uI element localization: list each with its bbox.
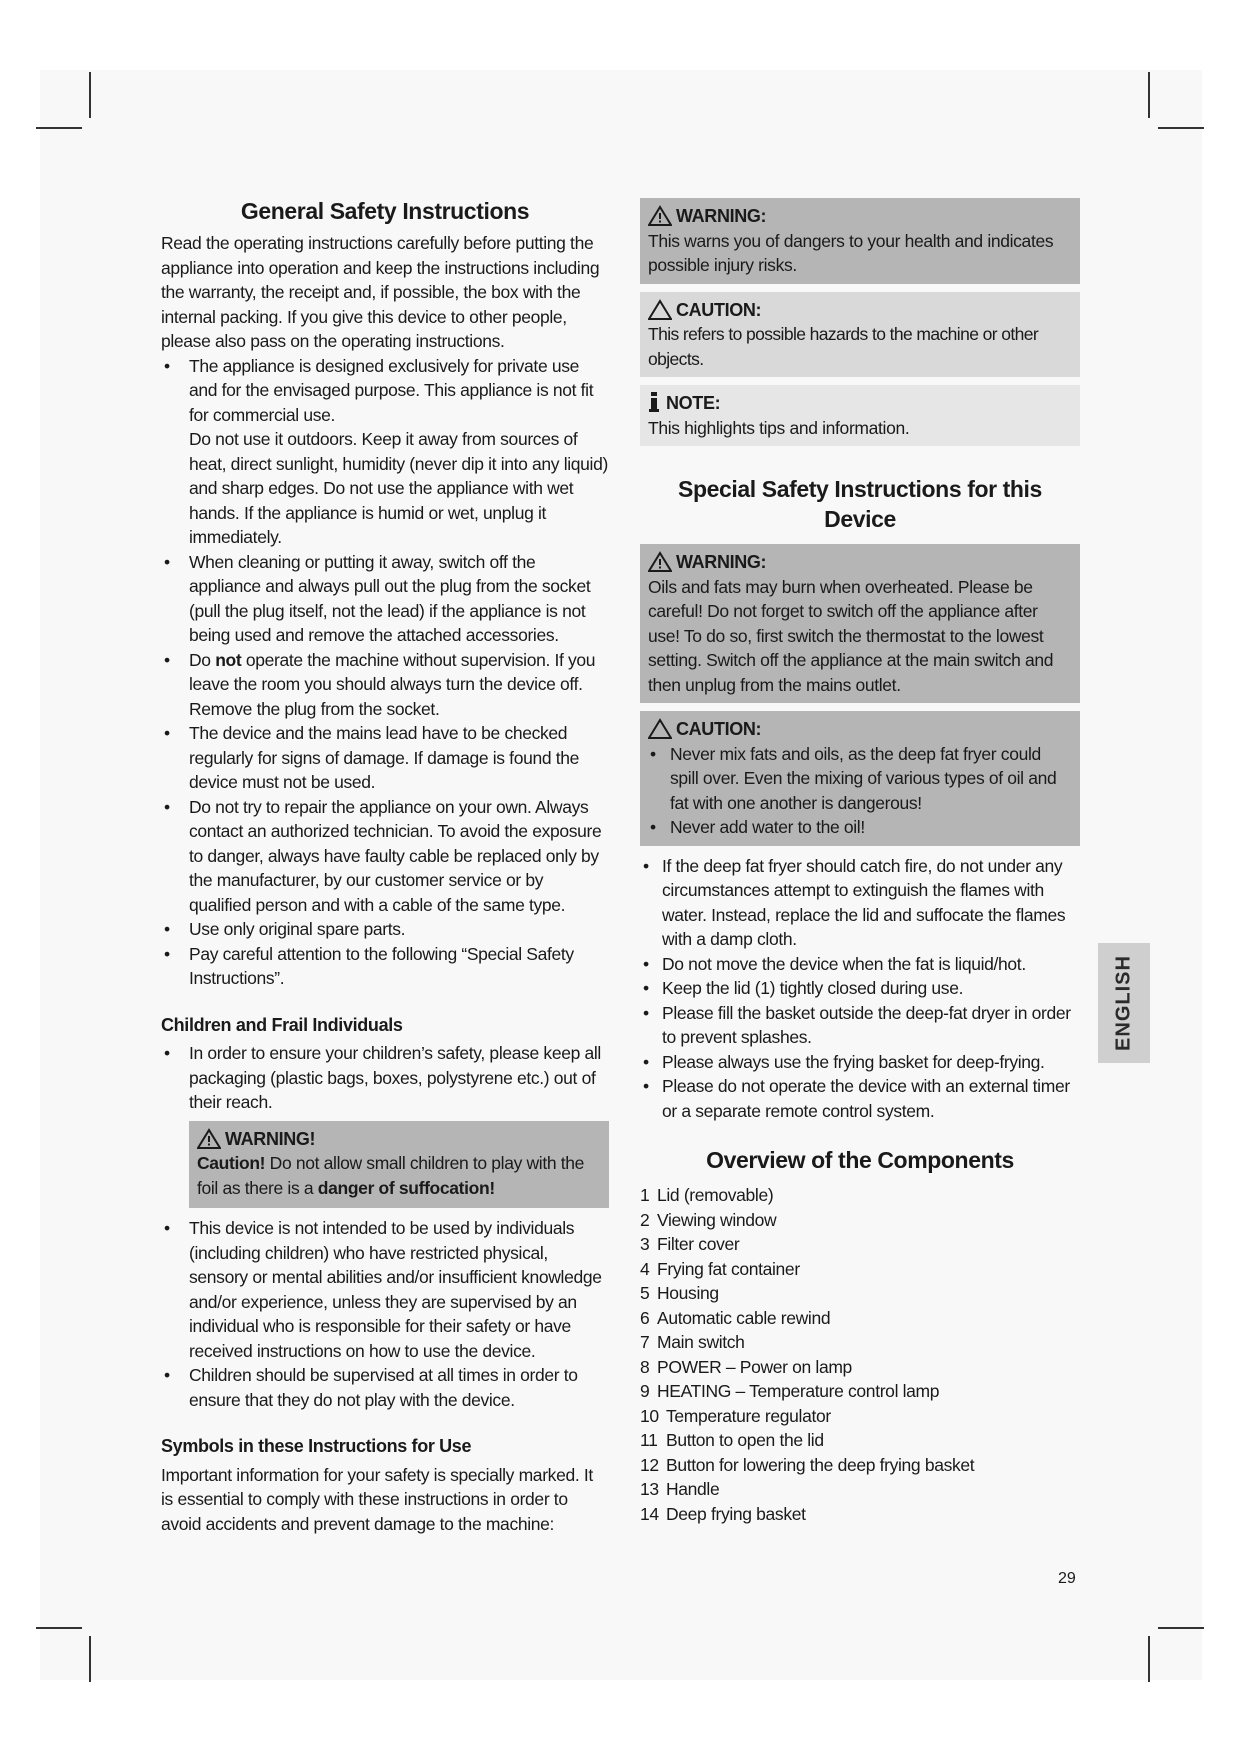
list-item: • Please do not operate the device with an external timer or a separate remote control system. bbox=[640, 1074, 1080, 1123]
caution-triangle-icon bbox=[648, 718, 672, 740]
children-list-2 bbox=[161, 1216, 609, 1412]
component-number: 4 bbox=[640, 1258, 650, 1279]
crop-mark bbox=[1148, 72, 1150, 118]
components-list bbox=[640, 1183, 1080, 1526]
warning-label: WARNING! bbox=[225, 1128, 316, 1149]
component-number: 11 bbox=[640, 1430, 658, 1450]
list-item bbox=[161, 648, 609, 722]
caution-label: CAUTION: bbox=[676, 299, 762, 320]
component-label: HEATING – Temperature control lamp bbox=[657, 1381, 940, 1401]
crop-mark bbox=[1148, 1636, 1150, 1682]
component-item bbox=[640, 1281, 1080, 1306]
component-number: 6 bbox=[640, 1307, 650, 1328]
note-text: This highlights tips and information. bbox=[648, 417, 910, 438]
component-item bbox=[640, 1232, 1080, 1257]
component-label: Filter cover bbox=[657, 1234, 740, 1254]
list-item: • If the deep fat fryer should catch fire, do not under any circumstances attempt to extinguish the flames with water. Instead, replace the lid and suffocate the flames with a damp cloth. bbox=[640, 854, 1080, 952]
warning-text: Do not allow small children to play with the foil as there is a bbox=[197, 1153, 585, 1198]
list-item: • Never add water to the oil! bbox=[648, 815, 1072, 840]
caution-label: CAUTION: bbox=[676, 719, 762, 739]
component-item bbox=[640, 1404, 1080, 1429]
language-label: ENGLISH bbox=[1112, 955, 1135, 1051]
component-item bbox=[640, 1183, 1080, 1208]
intro-paragraph: Read the operating instructions carefully before putting the appliance into operation and keep the instructions including the warranty, the receipt and, if possible, the box with the internal packing. If you give this device to other people, please also pass on the operating instructions. bbox=[161, 233, 600, 351]
crop-mark bbox=[36, 1627, 82, 1629]
component-item bbox=[640, 1379, 1080, 1404]
list-item: • In order to ensure your children’s safety, please keep all packaging (plastic bags, boxes, polystyrene etc.) out of their reach. bbox=[161, 1041, 609, 1115]
warning-box-children bbox=[189, 1121, 609, 1209]
component-label: Temperature regulator bbox=[666, 1405, 831, 1426]
children-list bbox=[161, 1041, 609, 1115]
component-label: POWER – Power on lamp bbox=[657, 1356, 852, 1377]
crop-mark bbox=[36, 127, 82, 129]
warning-label: WARNING: bbox=[676, 206, 767, 226]
component-label: Housing bbox=[657, 1283, 719, 1303]
component-number: 1 bbox=[640, 1185, 650, 1205]
component-number: 8 bbox=[640, 1356, 650, 1377]
language-tab bbox=[1098, 943, 1150, 1063]
component-number: 3 bbox=[640, 1234, 650, 1254]
warning-triangle-icon bbox=[648, 205, 672, 227]
component-label: Frying fat container bbox=[657, 1258, 800, 1279]
component-number: 7 bbox=[640, 1332, 650, 1352]
warning-text: This warns you of dangers to your health and indicates possible injury risks. bbox=[648, 230, 1054, 275]
component-label: Main switch bbox=[657, 1332, 745, 1352]
component-label: Handle bbox=[666, 1479, 720, 1499]
suffocation-bold: danger of suffocation! bbox=[317, 1177, 495, 1198]
list-item: • Do not try to repair the appliance on your own. Always contact an authorized technician. To avoid the exposure to danger, always have faulty cable be replaced only by the manufacturer, by our customer service or by qualified person and with a cable of the same type. bbox=[161, 795, 609, 918]
children-heading: Children and Frail Individuals bbox=[161, 1014, 403, 1035]
component-item bbox=[640, 1453, 1080, 1478]
overview-title: Overview of the Components bbox=[706, 1147, 1014, 1173]
crop-mark bbox=[1158, 1627, 1204, 1629]
warning-box-title bbox=[197, 1127, 601, 1152]
component-label: Deep frying basket bbox=[666, 1503, 806, 1524]
component-item bbox=[640, 1257, 1080, 1282]
component-number: 2 bbox=[640, 1209, 650, 1230]
symbols-paragraph: Important information for your safety is specially marked. It is essential to comply with these instructions in order to avoid accidents and prevent damage to the machine: bbox=[161, 1464, 593, 1534]
special-warning-text: Oils and fats may burn when overheated. Please be careful! Do not forget to switch off the appliance after use! To do so, first switch the thermostat to the lowest setting. Switch off the appliance at the main switch and then unplug from the mains outlet. bbox=[648, 576, 1054, 695]
component-label: Automatic cable rewind bbox=[657, 1307, 831, 1328]
component-item bbox=[640, 1502, 1080, 1527]
warning-label: WARNING: bbox=[676, 552, 767, 572]
component-number: 13 bbox=[640, 1479, 659, 1499]
list-item: • Please always use the frying basket for deep-frying. bbox=[640, 1050, 1080, 1075]
component-label: Viewing window bbox=[657, 1209, 777, 1230]
list-item: • This device is not intended to be used by individuals (including children) who have restricted physical, sensory or mental abilities and/or insufficient knowledge and/or experience, unless they are supervised by an individual who is responsible for their safety or have received instructions on how to use the device. bbox=[161, 1216, 609, 1363]
page-number: 29 bbox=[1058, 1570, 1076, 1587]
caution-triangle-icon bbox=[648, 299, 672, 321]
note-label: NOTE: bbox=[666, 393, 721, 413]
component-number: 9 bbox=[640, 1381, 650, 1401]
text-post: operate the machine without supervision. If you leave the room you should always turn the device off. Remove the plug from the socket. bbox=[189, 649, 596, 719]
component-number: 12 bbox=[640, 1454, 659, 1475]
component-label: Button to open the lid bbox=[666, 1430, 824, 1450]
component-number: 10 bbox=[640, 1405, 659, 1426]
crop-mark bbox=[89, 72, 91, 118]
component-item bbox=[640, 1306, 1080, 1331]
component-item bbox=[640, 1355, 1080, 1380]
note-symbol-box bbox=[640, 385, 1080, 446]
special-warning-box bbox=[640, 544, 1080, 703]
warning-triangle-icon bbox=[197, 1128, 221, 1150]
info-icon bbox=[648, 392, 662, 414]
caution-bold: Caution! bbox=[197, 1153, 266, 1173]
caution-symbol-title bbox=[648, 298, 1072, 323]
list-item: • The device and the mains lead have to be checked regularly for signs of damage. If damage is found the device must not be used. bbox=[161, 721, 609, 795]
special-safety-title: Special Safety Instructions for this Device bbox=[678, 476, 1042, 532]
crop-mark bbox=[89, 1636, 91, 1682]
caution-text: This refers to possible hazards to the machine or other objects. bbox=[648, 324, 1039, 369]
list-item bbox=[161, 354, 609, 550]
component-label: Lid (removable) bbox=[657, 1185, 774, 1205]
list-item-continuation: Do not use it outdoors. Keep it away from sources of heat, direct sunlight, humidity (never dip it into any liquid) and sharp edges. Do not use the appliance with wet hands. If the appliance is humid or wet, unplug it immediately. bbox=[189, 429, 608, 547]
list-item: • Children should be supervised at all times in order to ensure that they do not play with the device. bbox=[161, 1363, 609, 1412]
list-item: • Do not move the device when the fat is liquid/hot. bbox=[640, 952, 1080, 977]
symbols-heading: Symbols in these Instructions for Use bbox=[161, 1436, 472, 1456]
list-item-text: The appliance is designed exclusively for private use and for the envisaged purpose. This appliance is not fit for commercial use. bbox=[189, 355, 594, 425]
warning-box-text bbox=[197, 1151, 601, 1200]
list-item: • Use only original spare parts. bbox=[161, 917, 609, 942]
emphasis-not: not bbox=[215, 649, 242, 670]
warning-symbol-box bbox=[640, 198, 1080, 284]
warning-triangle-icon bbox=[648, 551, 672, 573]
component-number: 5 bbox=[640, 1283, 650, 1303]
general-safety-title: General Safety Instructions bbox=[240, 198, 530, 224]
component-label: Button for lowering the deep frying basket bbox=[666, 1454, 975, 1475]
list-item: • Pay careful attention to the following “Special Safety Instructions”. bbox=[161, 942, 609, 991]
crop-mark bbox=[1158, 127, 1204, 129]
list-item: • Please fill the basket outside the deep-fat dryer in order to prevent splashes. bbox=[640, 1001, 1080, 1050]
note-symbol-title bbox=[648, 391, 1072, 416]
list-item: • When cleaning or putting it away, switch off the appliance and always pull out the plug from the socket (pull the plug itself, not the lead) if the appliance is not being used and remove the attached accessories. bbox=[161, 550, 609, 648]
right-column bbox=[640, 198, 1080, 1526]
left-column bbox=[161, 196, 609, 1536]
caution-symbol-box bbox=[640, 292, 1080, 378]
safety-list bbox=[161, 354, 609, 991]
component-item bbox=[640, 1330, 1080, 1355]
component-item bbox=[640, 1428, 1080, 1453]
special-warning-title bbox=[648, 550, 1072, 575]
component-number: 14 bbox=[640, 1503, 659, 1524]
text-pre: Do bbox=[189, 649, 216, 670]
special-caution-title bbox=[648, 717, 1072, 742]
list-item: • Never mix fats and oils, as the deep fat fryer could spill over. Even the mixing of various types of oil and fat with one another is dangerous! bbox=[648, 742, 1072, 816]
special-caution-list bbox=[648, 742, 1072, 840]
special-safety-list bbox=[640, 854, 1080, 1124]
list-item: • Keep the lid (1) tightly closed during use. bbox=[640, 976, 1080, 1001]
warning-symbol-title bbox=[648, 204, 1072, 229]
component-item bbox=[640, 1477, 1080, 1502]
special-caution-box bbox=[640, 711, 1080, 846]
component-item bbox=[640, 1208, 1080, 1233]
